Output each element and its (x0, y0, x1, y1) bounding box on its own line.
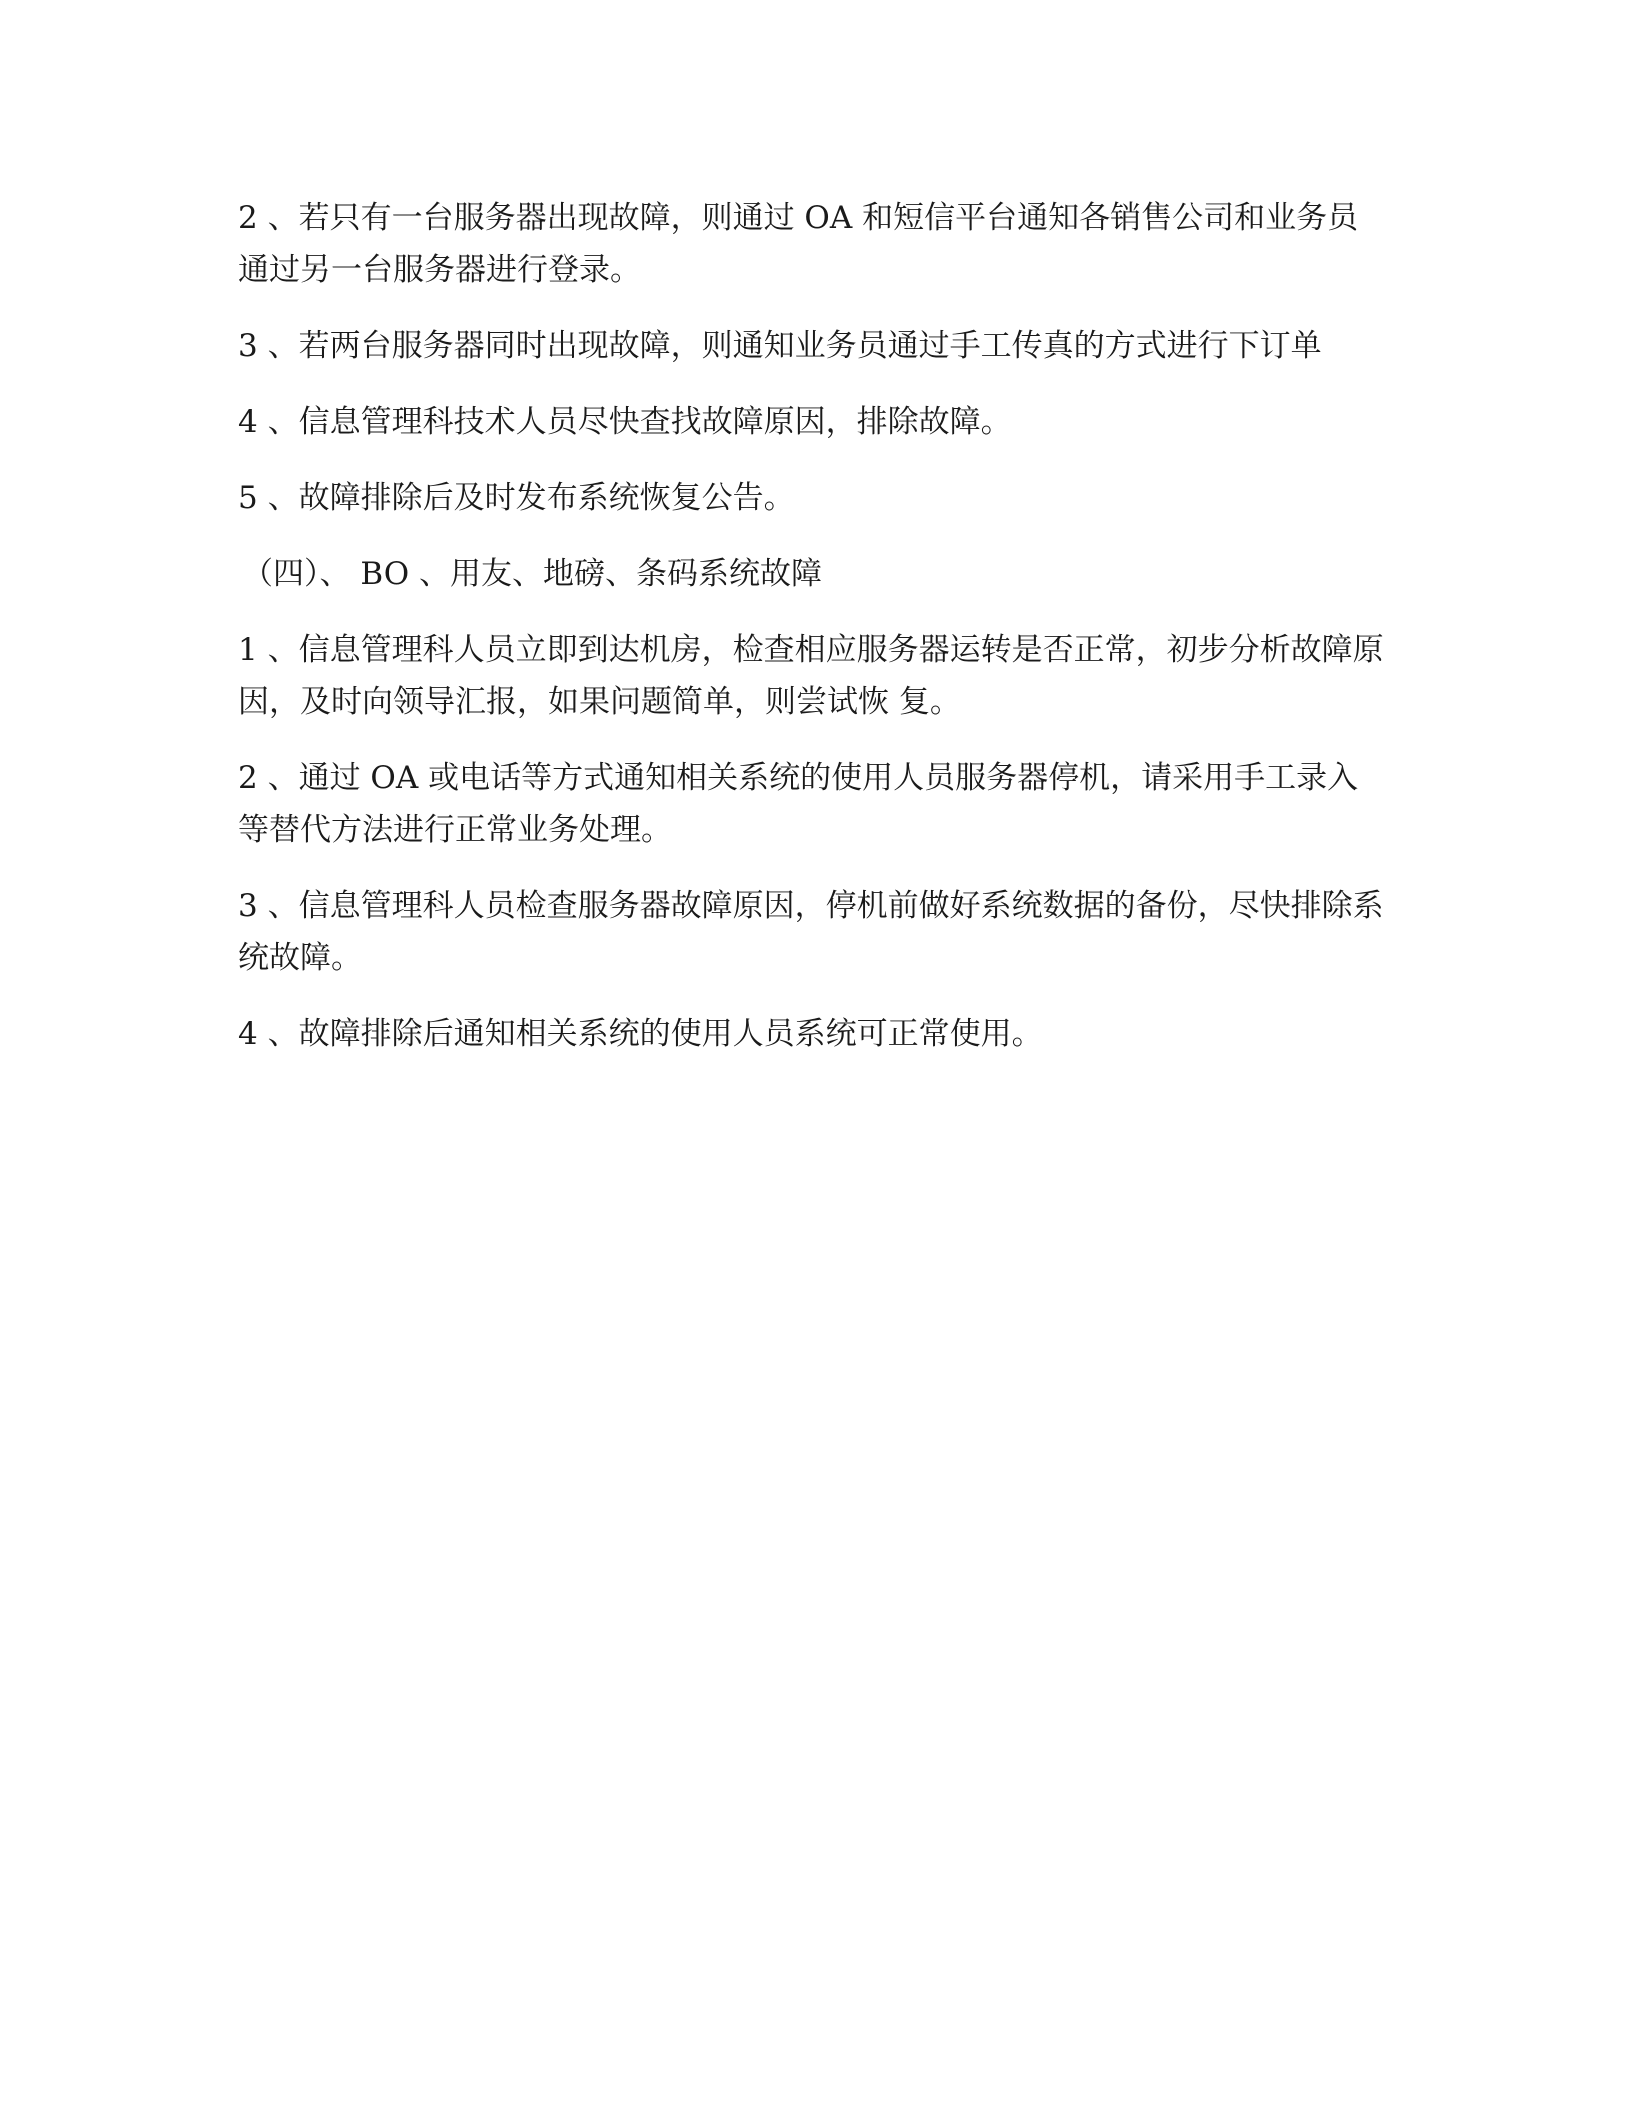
section-paragraph-1: 1 、信息管理科人员立即到达机房，检查相应服务器运转是否正常，初步分析故障原因，及时向领导汇报，如果问题简单，则尝试恢 复。 (238, 632, 1384, 720)
section-paragraph-4: 4 、故障排除后通知相关系统的使用人员系统可正常使用。 (238, 1016, 1043, 1052)
paragraph-4-find-cause: 4 、信息管理科技术人员尽快查找故障原因，排除故障。 (238, 404, 1012, 440)
paragraph-3-both-servers-failure: 3 、若两台服务器同时出现故障，则通知业务员通过手工传真的方式进行下订单 (238, 328, 1322, 364)
document-body (238, 192, 1388, 1084)
paragraph-5-recovery-notice: 5 、故障排除后及时发布系统恢复公告。 (238, 480, 795, 516)
section-paragraph-3: 3 、信息管理科人员检查服务器故障原因，停机前做好系统数据的备份，尽快排除系统故障。 (238, 888, 1384, 976)
section-paragraph-2: 2 、通过 OA 或电话等方式通知相关系统的使用人员服务器停机，请采用手工录入等替代方法进行正常业务处理。 (238, 760, 1359, 848)
section-heading-4: （四）、 BO 、用友、地磅、条码系统故障 (242, 556, 822, 592)
paragraph-2-single-server-failure: 2 、若只有一台服务器出现故障，则通过 OA 和短信平台通知各销售公司和业务员通过另一台服务器进行登录。 (238, 200, 1359, 288)
